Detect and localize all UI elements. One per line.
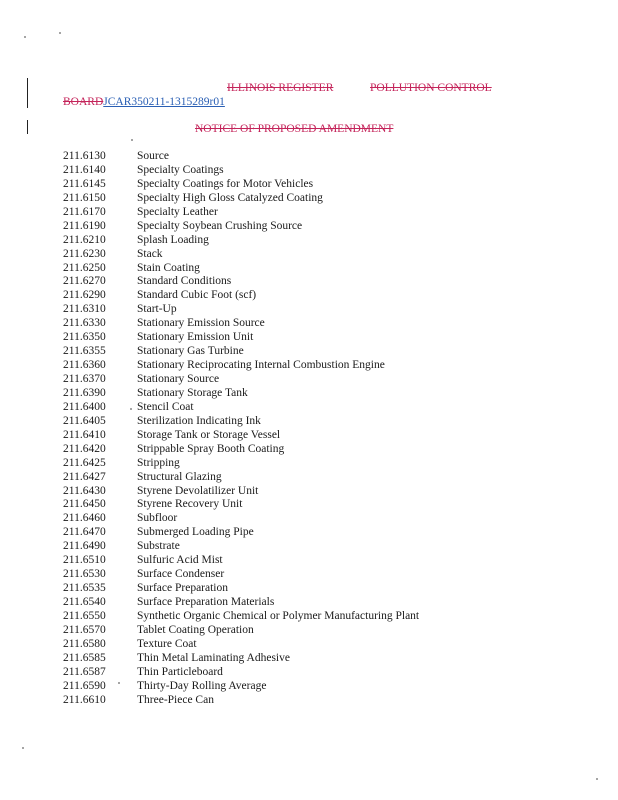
section-row	[63, 220, 583, 234]
section-number: 211.6490	[63, 540, 106, 553]
scan-speck	[118, 682, 120, 684]
section-number: 211.6350	[63, 331, 106, 344]
notice-title: NOTICE OF PROPOSED AMENDMENT	[195, 123, 394, 135]
section-number: 211.6585	[63, 651, 106, 664]
scan-speck	[596, 778, 598, 780]
section-number: 211.6540	[63, 596, 106, 608]
section-term: Synthetic Organic Chemical or Polymer Manufacturing Plant	[137, 609, 420, 622]
change-bar-notice	[27, 120, 28, 134]
section-term: Stationary Gas Turbine	[137, 345, 244, 358]
section-number: 211.6550	[63, 609, 106, 622]
section-term: Sulfuric Acid Mist	[137, 554, 223, 567]
section-row	[63, 331, 583, 345]
section-row	[63, 206, 583, 220]
section-row	[63, 568, 583, 582]
section-term: Three-Piece Can	[137, 693, 214, 706]
scan-speck	[22, 747, 24, 749]
section-term: Stencil Coat	[137, 400, 194, 413]
section-term: Specialty Coatings for Motor Vehicles	[137, 177, 314, 190]
section-term: Stack	[137, 247, 163, 260]
section-row	[63, 150, 583, 164]
section-number: 211.6210	[63, 233, 106, 246]
section-number: 211.6330	[63, 317, 106, 330]
section-term: Subfloor	[137, 512, 178, 525]
section-row	[63, 415, 583, 429]
section-term: Stripping	[137, 456, 180, 469]
section-row	[63, 443, 583, 457]
scan-speck	[24, 36, 26, 38]
section-number: 211.6230	[63, 247, 106, 260]
section-number: 211.6150	[63, 191, 106, 204]
change-bar-header	[27, 78, 28, 108]
agency-name-struck-part2: BOARD	[63, 96, 104, 108]
section-term: Thin Metal Laminating Adhesive	[137, 651, 290, 664]
section-term: Styrene Recovery Unit	[137, 498, 243, 511]
section-row	[63, 666, 583, 680]
scan-speck	[130, 408, 132, 410]
section-row	[63, 540, 583, 554]
section-term: Structural Glazing	[137, 470, 222, 483]
section-term: Stain Coating	[137, 261, 200, 274]
section-number: 211.6145	[63, 177, 106, 190]
section-row	[63, 262, 583, 276]
section-number: 211.6570	[63, 623, 106, 636]
section-list	[63, 150, 583, 708]
section-row	[63, 680, 583, 694]
section-number: 211.6450	[63, 498, 106, 511]
section-number: 211.6270	[63, 275, 106, 288]
section-row	[63, 610, 583, 624]
section-row	[63, 303, 583, 317]
section-number: 211.6130	[63, 150, 106, 162]
section-term: Storage Tank or Storage Vessel	[137, 428, 281, 441]
section-term: Surface Preparation	[137, 582, 229, 595]
section-number: 211.6190	[63, 219, 106, 232]
section-number: 211.6510	[63, 554, 106, 567]
section-number: 211.6355	[63, 345, 106, 358]
section-number: 211.6410	[63, 428, 106, 441]
section-number: 211.6140	[63, 163, 106, 176]
section-term: Specialty High Gloss Catalyzed Coating	[137, 191, 323, 204]
section-number: 211.6400	[63, 400, 106, 413]
section-row	[63, 485, 583, 499]
section-row	[63, 582, 583, 596]
section-term: Stationary Emission Source	[137, 317, 265, 330]
section-number: 211.6427	[63, 470, 106, 483]
section-row	[63, 401, 583, 415]
section-number: 211.6370	[63, 373, 106, 385]
section-number: 211.6425	[63, 456, 106, 469]
section-term: Thin Particleboard	[137, 665, 223, 678]
section-number: 211.6405	[63, 414, 106, 427]
jcar-code-inserted: JCAR350211-1315289r01	[103, 96, 225, 108]
section-number: 211.6470	[63, 526, 106, 539]
section-number: 211.6310	[63, 303, 106, 316]
section-term: Substrate	[137, 540, 180, 553]
section-term: Strippable Spray Booth Coating	[137, 442, 285, 455]
section-row	[63, 317, 583, 331]
section-number: 211.6390	[63, 386, 106, 399]
section-row	[63, 526, 583, 540]
section-term: Surface Condenser	[137, 568, 225, 581]
agency-name-struck-part1: POLLUTION CONTROL	[370, 82, 492, 94]
section-term: Texture Coat	[137, 637, 197, 650]
section-row	[63, 164, 583, 178]
section-row	[63, 345, 583, 359]
section-number: 211.6535	[63, 582, 106, 595]
section-row	[63, 457, 583, 471]
section-term: Surface Preparation Materials	[137, 596, 275, 608]
section-row	[63, 373, 583, 387]
section-term: Stationary Storage Tank	[137, 386, 248, 399]
section-term: Standard Cubic Foot (scf)	[137, 289, 257, 302]
section-term: Start-Up	[137, 303, 177, 316]
section-number: 211.6587	[63, 665, 106, 678]
section-row	[63, 624, 583, 638]
section-number: 211.6580	[63, 637, 106, 650]
section-row	[63, 234, 583, 248]
section-row	[63, 652, 583, 666]
register-title: ILLINOIS REGISTER	[227, 82, 334, 94]
section-term: Source	[137, 150, 169, 162]
section-row	[63, 694, 583, 708]
section-number: 211.6460	[63, 512, 106, 525]
scan-speck	[59, 32, 61, 34]
section-row	[63, 638, 583, 652]
section-row	[63, 429, 583, 443]
section-term: Thirty-Day Rolling Average	[137, 679, 267, 692]
section-term: Stationary Reciprocating Internal Combustion Engine	[137, 359, 385, 372]
section-term: Splash Loading	[137, 233, 209, 246]
section-row	[63, 512, 583, 526]
section-row	[63, 387, 583, 401]
section-row	[63, 192, 583, 206]
section-number: 211.6590	[63, 679, 106, 692]
section-number: 211.6610	[63, 693, 106, 706]
section-row	[63, 554, 583, 568]
section-row	[63, 471, 583, 485]
scan-speck	[131, 139, 133, 141]
section-row	[63, 289, 583, 303]
section-term: Tablet Coating Operation	[137, 623, 254, 636]
section-number: 211.6530	[63, 568, 106, 581]
section-term: Submerged Loading Pipe	[137, 526, 254, 539]
section-term: Styrene Devolatilizer Unit	[137, 484, 259, 497]
section-number: 211.6290	[63, 289, 106, 302]
section-row	[63, 359, 583, 373]
section-term: Specialty Coatings	[137, 163, 224, 176]
section-row	[63, 178, 583, 192]
section-term: Standard Conditions	[137, 275, 232, 288]
section-row	[63, 248, 583, 262]
section-row	[63, 596, 583, 610]
section-row	[63, 498, 583, 512]
section-number: 211.6170	[63, 205, 106, 218]
section-number: 211.6430	[63, 484, 106, 497]
section-term: Specialty Soybean Crushing Source	[137, 219, 303, 232]
header-line-2	[63, 96, 225, 108]
section-number: 211.6360	[63, 359, 106, 372]
section-number: 211.6420	[63, 442, 106, 455]
section-term: Stationary Emission Unit	[137, 331, 254, 344]
section-term: Specialty Leather	[137, 205, 218, 218]
section-row	[63, 275, 583, 289]
section-number: 211.6250	[63, 261, 106, 274]
section-term: Stationary Source	[137, 373, 220, 385]
section-term: Sterilization Indicating Ink	[137, 414, 261, 427]
